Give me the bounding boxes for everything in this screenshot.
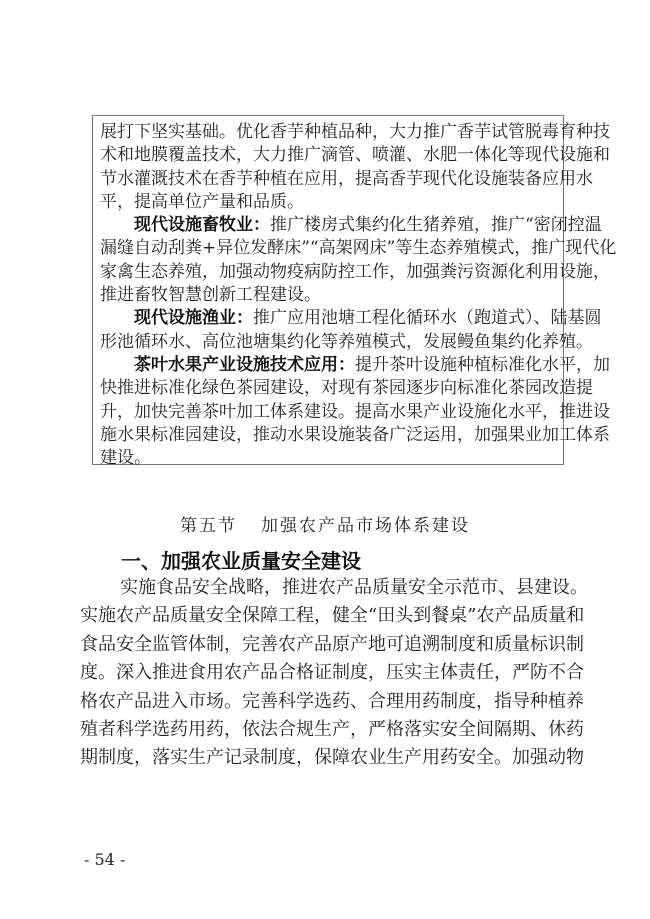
body-line: 度。深入推进食用农产品合格证制度，压实主体责任，严防不合 — [80, 662, 584, 684]
body-line: 期制度，落实生产记录制度，保障农业生产用药安全。加强动物 — [80, 747, 584, 769]
box-line — [100, 307, 602, 330]
body-line: 格农产品进入市场。完善科学选药、合理用药制度，指导种植养 — [80, 690, 584, 712]
livestock-label: 现代设施畜牧业： — [134, 215, 270, 236]
box-line — [100, 354, 610, 377]
box-line: 升，加快完善茶叶加工体系建设。提高水果产业设施化水平，推进设 — [100, 401, 610, 422]
section-name: 加强农产品市场体系建设 — [261, 516, 470, 536]
box-line: 展打下坚实基础。优化香芋种植品种，大力推广香芋试管脱毒育种技 — [100, 122, 610, 142]
body-paragraph — [80, 574, 588, 773]
body-line: 殖者科学选药用药，依法合规生产，严格落实安全间隔期、休药 — [80, 718, 584, 740]
body-line: 食品安全监管体制，完善农产品原产地可追溯制度和质量标识制 — [80, 633, 584, 655]
box-line — [100, 214, 602, 237]
text-box — [92, 115, 617, 469]
section-title — [0, 511, 650, 536]
box-line: 术和地膜覆盖技术，大力推广滴管、喷灌、水肥一体化等现代设施和 — [100, 145, 610, 166]
box-line: 家禽生态养殖，加强动物疫病防控工作，加强粪污资源化利用设施， — [100, 261, 610, 282]
box-text: 推广应用池塘工程化循环水（跑道式）、陆基圆 — [253, 308, 602, 329]
box-line: 建设。 — [100, 448, 151, 469]
body-line: 实施食品安全战略，推进农产品质量安全示范市、县建设。 — [120, 577, 588, 598]
box-text: 提升茶叶设施种植标准化水平，加 — [355, 354, 610, 375]
box-line: 施水果标准园建设，推动水果设施装备广泛运用，加强果业加工体系 — [100, 424, 610, 445]
box-line: 推进畜牧智慧创新工程建设。 — [100, 285, 321, 306]
section-number: 第五节 — [180, 516, 237, 536]
box-line: 平，提高单位产量和品质。 — [100, 191, 304, 212]
box-line: 漏缝自动刮粪+异位发酵床”“高架网床”等生态养殖模式，推广现代化 — [100, 238, 617, 259]
heading: 一、加强农业质量安全建设 — [121, 549, 361, 573]
fishery-label: 现代设施渔业： — [134, 308, 253, 329]
box-line: 节水灌溉技术在香芋种植在应用，提高香芋现代化设施装备应用水 — [100, 168, 593, 189]
box-text: 推广楼房式集约化生猪养殖，推广“密闭控温 — [270, 215, 602, 236]
page-number: - 54 - — [84, 850, 126, 869]
box-line: 快推进标准化绿色茶园建设，对现有茶园逐步向标准化茶园改造提 — [100, 378, 593, 399]
box-line: 形池循环水、高位池塘集约化等养殖模式，发展鳗鱼集约化养殖。 — [100, 331, 593, 352]
tea-fruit-label: 茶叶水果产业设施技术应用： — [134, 354, 355, 375]
body-line: 实施农产品质量安全保障工程，健全“田头到餐桌”农产品质量和 — [80, 605, 585, 627]
